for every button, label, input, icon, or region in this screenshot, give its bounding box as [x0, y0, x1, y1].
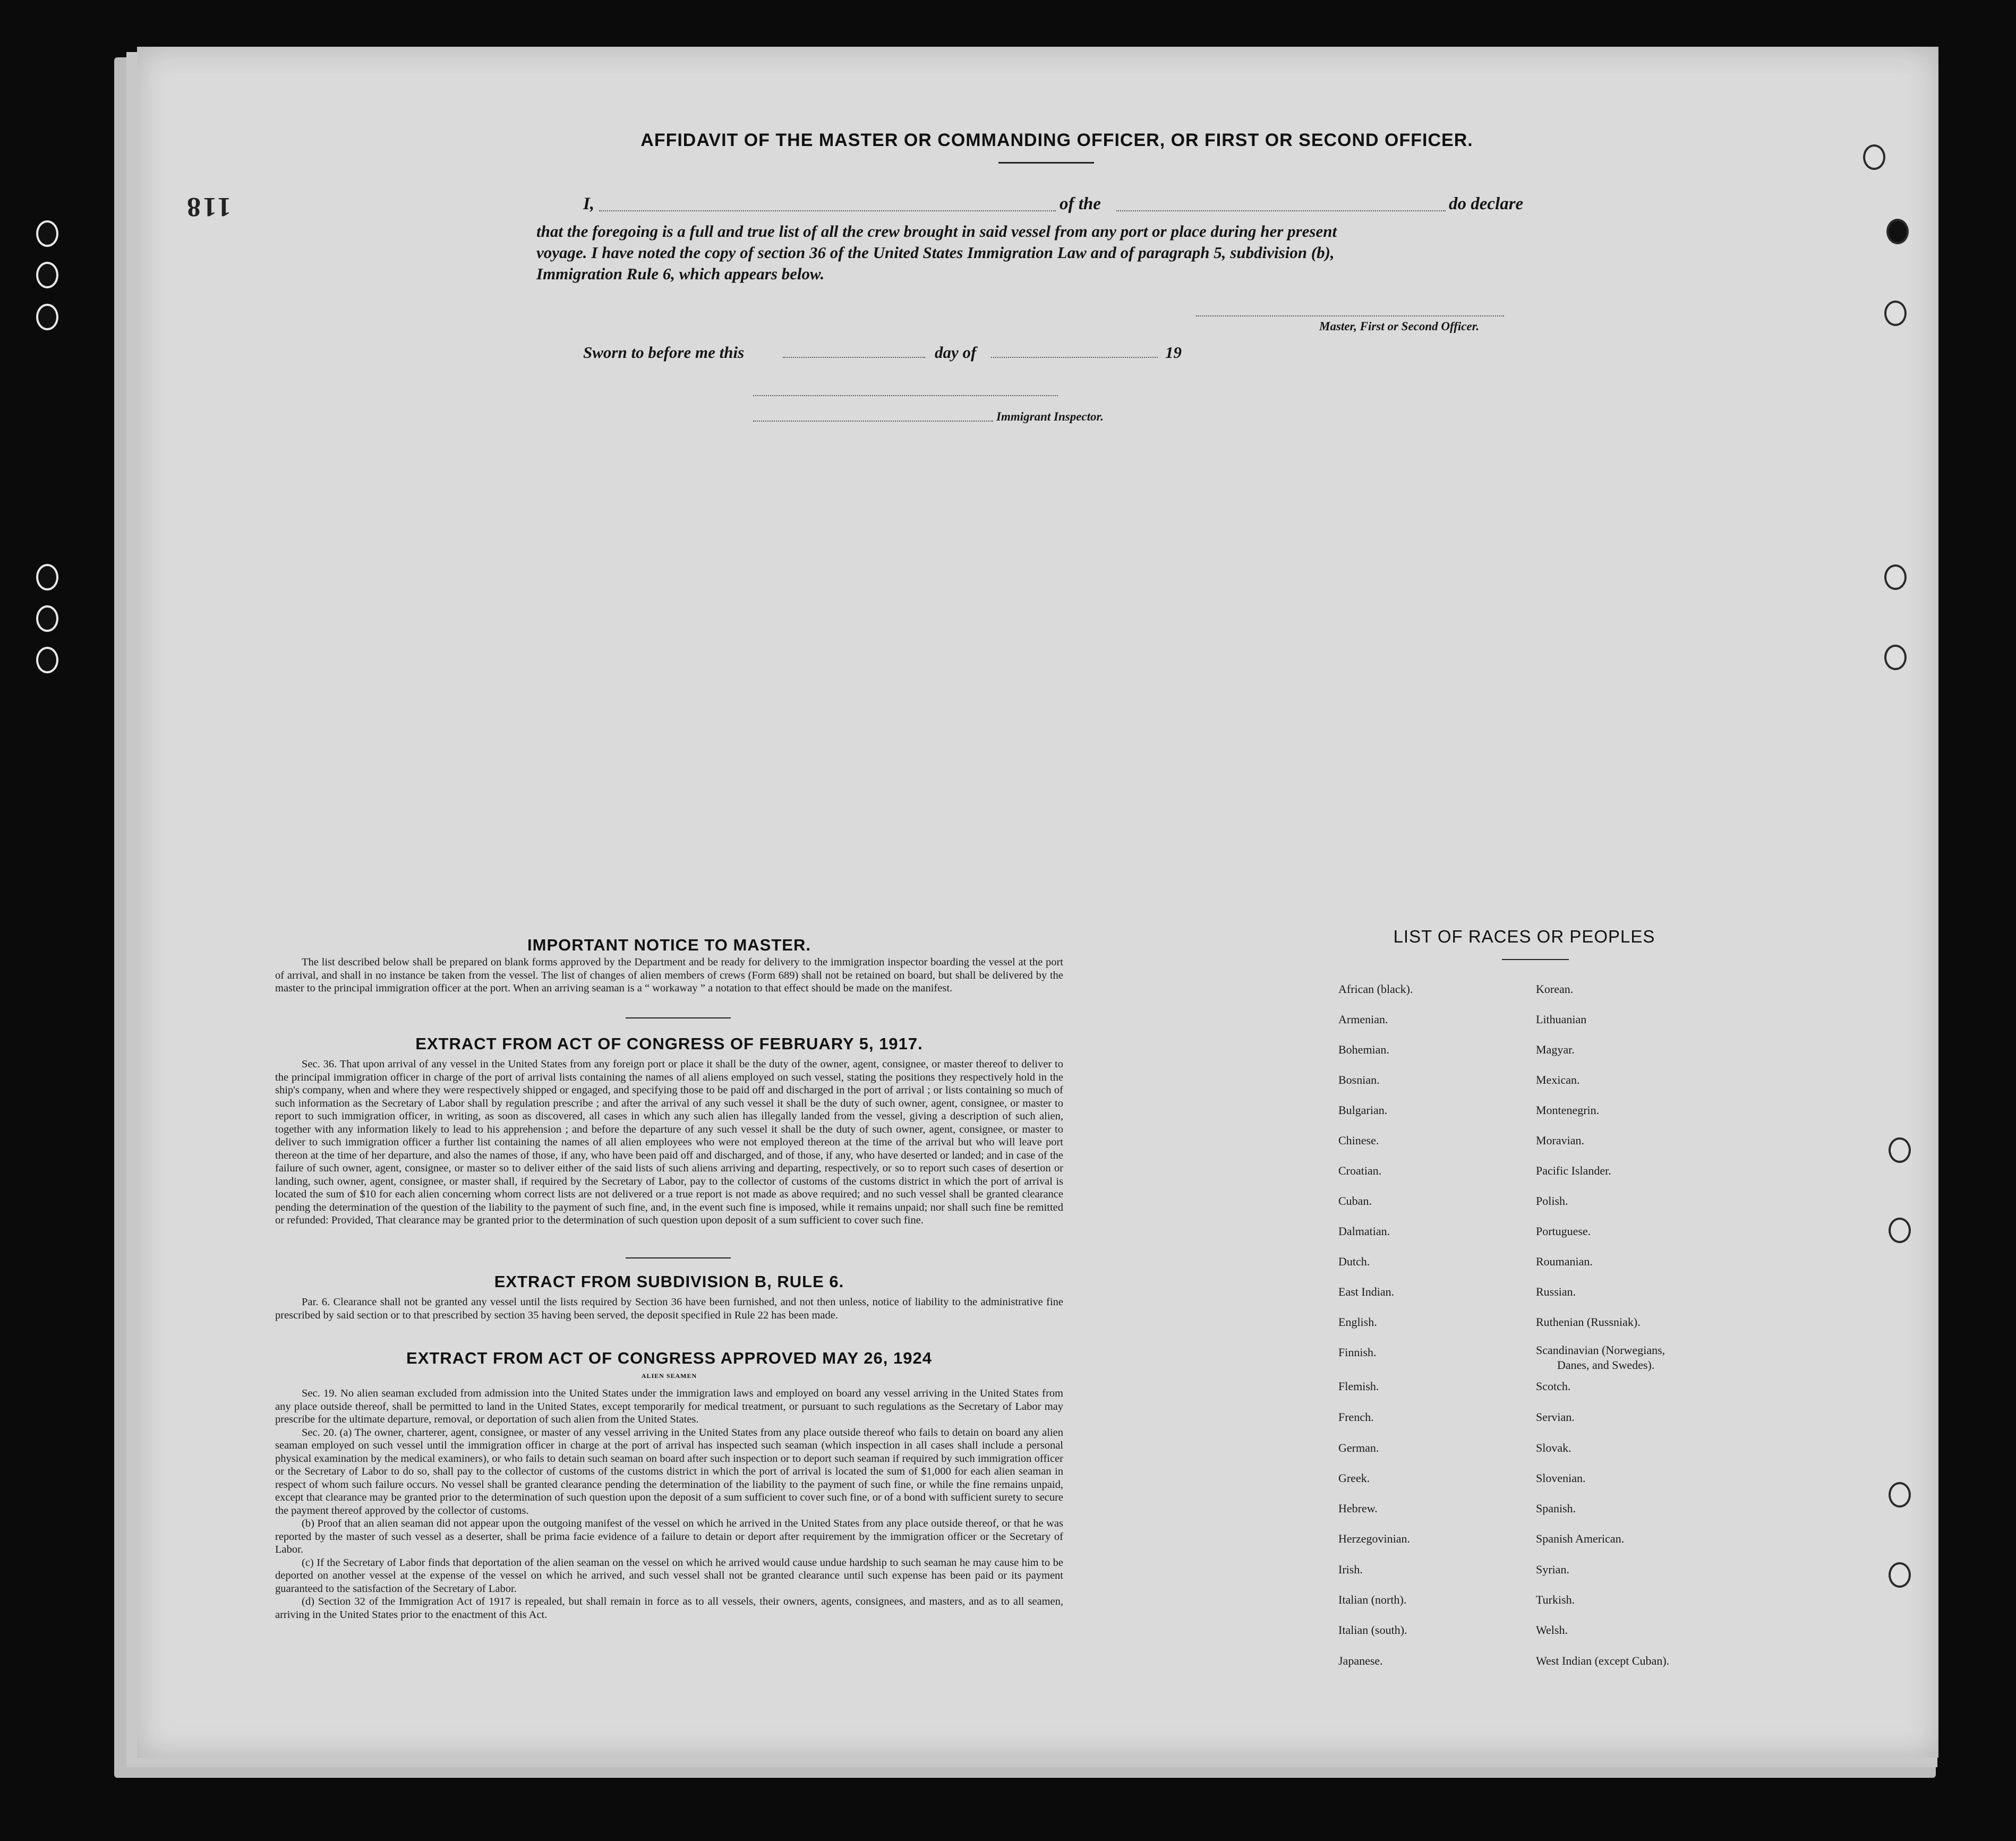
affidavit-line-3: voyage. I have noted the copy of section 36 of the United States Immigration Law and of paragraph 5, subdivision (b), — [536, 243, 1335, 262]
section-divider — [626, 1017, 731, 1018]
binder-hole-icon — [36, 304, 58, 330]
extract-1924-paragraph: Sec. 20. (a) The owner, charterer, agent, consignee, or master of any vessel arriving in the United States from any place outside thereof who fails to detain on board any alien seaman employed on such vessel until the immigration officer in charge at the port of arrival has inspected such seaman (which inspection in all cases shall include a personal physical examination by the medical examiners), or who fails to detain such seaman on board after such inspection or to deport such seaman if required by such immigration officer or the Secretary of Labor to do so, shall pay to the collector of customs of the customs district in which the port of arrival is located the sum of $1,000 for each alien seaman in respect of whom such failure occurs. No vessel shall be granted clearance pending the determination of the liability to the payment of such fine, or while the fine remains unpaid, except that clearance may be granted prior to the determination of such question upon the deposit of a sum sufficient to cover such fine, or of a bond with sufficient surety to secure the payment thereof approved by the collector of customs. — [275, 1426, 1063, 1517]
races-title: LIST OF RACES OR PEOPLES — [1393, 927, 1655, 946]
race-item: West Indian (except Cuban). — [1536, 1654, 1670, 1667]
sworn-label: Sworn to before me this — [583, 343, 745, 362]
race-item: Italian (south). — [1338, 1623, 1407, 1637]
race-item: Pacific Islander. — [1536, 1164, 1611, 1177]
affidavit-declare-label: do declare — [1449, 194, 1524, 213]
punch-hole-icon — [1863, 144, 1885, 170]
affidavit-title: AFFIDAVIT OF THE MASTER OR COMMANDING OFFICER, OR FIRST OR SECOND OFFICER. — [640, 130, 1473, 150]
race-item: Slovenian. — [1536, 1471, 1586, 1485]
affidavit-i-label: I, — [583, 194, 595, 213]
extract-1924-text — [275, 1387, 1063, 1621]
race-item: Moravian. — [1536, 1134, 1585, 1147]
race-item: Mexican. — [1536, 1073, 1580, 1086]
extract-1924-paragraph: (c) If the Secretary of Labor finds that deportation of the alien seaman on the vessel on which he arrived would cause undue hardship to such seaman he may cause him to be deported on another vessel at the expense of the vessel on which he arrived, and such vessel shall not be granted clearance until such expense has been paid or its payment guaranteed to the satisfaction of the Secretary of Labor. — [275, 1556, 1063, 1595]
race-item: Montenegrin. — [1536, 1103, 1600, 1117]
race-item: Danes, and Swedes). — [1557, 1358, 1655, 1372]
race-item: Roumanian. — [1536, 1255, 1593, 1268]
affidavit-of-the-label: of the — [1060, 194, 1101, 213]
page-number: 118 — [185, 192, 232, 222]
punch-hole-icon — [1884, 301, 1907, 326]
race-item: Bosnian. — [1338, 1073, 1380, 1086]
section-divider — [626, 1257, 731, 1258]
race-item: Syrian. — [1536, 1563, 1569, 1576]
extract-1924-subtitle: ALIEN SEAMEN — [641, 1372, 697, 1380]
sworn-date-field — [783, 357, 925, 358]
extract-1917-title: EXTRACT FROM ACT OF CONGRESS OF FEBRUARY 5, 1917. — [415, 1034, 923, 1053]
extract-1924-title: EXTRACT FROM ACT OF CONGRESS APPROVED MAY 26, 1924 — [406, 1349, 932, 1367]
extract-1917-text: Sec. 36. That upon arrival of any vessel in the United States from any foreign port or place it shall be the duty of the owner, agent, consignee, or master thereof to deliver to the principal immigration officer in charge of the port of arrival lists containing the names of all aliens employed on such vessel, stating the positions they respectively hold in the ship's company, when and where they were respectively shipped or engaged, and specifying those to be paid off and discharged in the port of arrival ; or lists containing so much of such information as the Secretary of Labor shall by regulation prescribe ; and after the arrival of any such vessel it shall be the duty of such owner, agent, consignee, or master to report to such immigration officer, in writing, as soon as discovered, all cases in which any such alien has illegally landed from the vessel, giving a description of such alien, together with any information likely to lead to his apprehension ; and before the departure of any such vessel it shall be the duty of such owner, agent, consignee, or master to deliver to such immigration officer a further list containing the names of all alien employees who were not employed thereon at the time of the arrival but who will leave port thereon at the time of her departure, and also the names of those, if any, who have been paid off and discharged, and of those, if any, who have deserted or landed; and in case of the failure of such owner, agent, consignee, or master so to deliver either of the said lists of such aliens arriving and departing, respectively, or so to report such cases of desertion or landing, such owner, agent, consignee, or master shall, if required by the Secretary of Labor, pay to the collector of customs of the customs district in which the port of arrival is located the sum of $10 for each alien concerning whom correct lists are not delivered or a true report is not made as above required; and no such vessel shall be granted clearance pending the determination of the question of the liability to the payment of such fine, and, in the event such fine is imposed, while it remains unpaid; nor shall such fine be remitted or refunded: Provided, That clearance may be granted prior to the determination of such question upon deposit of a sum sufficient to cover such fine. — [275, 1058, 1063, 1226]
race-item: African (black). — [1338, 982, 1413, 996]
extract-1924-paragraph: (b) Proof that an alien seaman did not appear upon the outgoing manifest of the vessel on which he arrived in the United States from any place outside thereof, or that he was reported by the master of such vessel as a deserter, shall be prima facie evidence of a failure to detain or deport after requirement by the immigration officer or the Secretary of Labor. — [275, 1518, 1063, 1555]
race-item: Ruthenian (Russniak). — [1536, 1315, 1641, 1329]
race-item: Servian. — [1536, 1410, 1575, 1424]
race-item: Flemish. — [1338, 1380, 1379, 1393]
race-item: Welsh. — [1536, 1623, 1568, 1637]
race-item: Bulgarian. — [1338, 1103, 1388, 1117]
binder-hole-icon — [36, 564, 58, 590]
race-item: Dutch. — [1338, 1255, 1370, 1268]
race-item: Slovak. — [1536, 1441, 1571, 1454]
affidavit-line-4: Immigration Rule 6, which appears below. — [536, 264, 825, 283]
race-item: Armenian. — [1338, 1013, 1388, 1026]
race-item: Croatian. — [1338, 1164, 1382, 1177]
inspector-signature-field-2 — [753, 421, 993, 422]
race-item: Russian. — [1536, 1285, 1576, 1298]
race-item: Bohemian. — [1338, 1043, 1389, 1056]
inspector-label: Immigrant Inspector. — [996, 410, 1104, 423]
extract-rule6-text: Par. 6. Clearance shall not be granted any vessel until the lists required by Section 36 have been furnished, and not then unless, notice of liability to the administrative fine prescribed by said section or to that prescribed by section 35 having been served, the deposit specified in Rule 22 has been made. — [275, 1296, 1063, 1321]
extract-1924-paragraph: (d) Section 32 of the Immigration Act of 1917 is repealed, but shall remain in force as to all vessels, their owners, agents, consignees, and masters, and as to all seamen, arriving in the United States prior to the enactment of this Act. — [275, 1596, 1063, 1621]
binder-hole-icon — [36, 647, 58, 673]
race-item: Herzegovinian. — [1338, 1532, 1410, 1545]
punch-hole-icon — [1889, 1562, 1911, 1588]
race-item: Hebrew. — [1338, 1502, 1378, 1515]
race-item: French. — [1338, 1410, 1374, 1424]
master-signature-label: Master, First or Second Officer. — [1319, 320, 1480, 333]
race-item: Scotch. — [1536, 1380, 1571, 1393]
master-signature-field — [1196, 315, 1504, 316]
punch-hole-icon — [1889, 1218, 1911, 1243]
race-item: Korean. — [1536, 982, 1574, 996]
race-item: German. — [1338, 1441, 1379, 1454]
race-item: Polish. — [1536, 1194, 1568, 1208]
year-label: 19 — [1165, 343, 1182, 362]
race-item: English. — [1338, 1315, 1377, 1329]
races-divider — [1502, 959, 1569, 960]
inspector-signature-field — [753, 395, 1058, 396]
punch-hole-icon — [1889, 1137, 1911, 1163]
sworn-month-field — [991, 357, 1158, 358]
punch-hole-icon — [1884, 645, 1907, 670]
punch-hole-icon — [1884, 564, 1907, 590]
race-item: Scandinavian (Norwegians, — [1536, 1343, 1665, 1357]
race-item: Finnish. — [1338, 1346, 1377, 1359]
race-item: Chinese. — [1338, 1134, 1379, 1147]
punch-hole-icon — [1889, 1482, 1911, 1508]
race-item: Magyar. — [1536, 1043, 1575, 1056]
race-item: Lithuanian — [1536, 1013, 1587, 1026]
race-item: Italian (north). — [1338, 1593, 1407, 1606]
race-item: Dalmatian. — [1338, 1225, 1390, 1238]
extract-1924-paragraph: Sec. 19. No alien seaman excluded from admission into the United States under the immigration laws and employed on board any vessel arriving in the United States from any place outside thereof, shall be permitted to land in the United States, except temporarily for medical treatment, or pursuant to such regulations as the Secretary of Labor may prescribe for the ultimate departure, removal, or deportation of such alien from the United States. — [275, 1388, 1063, 1425]
officer-name-field — [599, 210, 1056, 211]
binder-hole-icon — [36, 605, 58, 632]
race-item: Spanish American. — [1536, 1532, 1625, 1545]
vessel-name-field — [1116, 210, 1446, 211]
notice-text: The list described below shall be prepared on blank forms approved by the Department and be ready for delivery to the immigration inspector boarding the vessel at the port of arrival, and shall in no instance be taken from the vessel. The list of changes of alien members of crews (Form 689) shall not be retained on board, but shall be delivered by the master to the principal immigration officer at the port. When an arriving seaman is a “ workaway ” a notation to that effect should be made on the manifest. — [275, 956, 1063, 994]
affidavit-line-2: that the foregoing is a full and true list of all the crew brought in said vessel from any port or place during her present — [536, 222, 1337, 241]
race-item: Portuguese. — [1536, 1225, 1591, 1238]
race-item: Japanese. — [1338, 1654, 1383, 1667]
race-item: Turkish. — [1536, 1593, 1575, 1606]
race-item: Greek. — [1338, 1471, 1370, 1485]
race-item: East Indian. — [1338, 1285, 1395, 1298]
race-item: Cuban. — [1338, 1194, 1372, 1208]
binder-hole-icon — [36, 220, 58, 247]
title-divider — [998, 162, 1094, 164]
binder-hole-icon — [36, 262, 58, 288]
extract-rule6-title: EXTRACT FROM SUBDIVISION B, RULE 6. — [494, 1272, 844, 1291]
race-item: Irish. — [1338, 1563, 1363, 1576]
race-item: Spanish. — [1536, 1502, 1576, 1515]
notice-title: IMPORTANT NOTICE TO MASTER. — [527, 936, 811, 954]
punch-hole-icon — [1886, 219, 1909, 244]
day-of-label: day of — [935, 343, 977, 362]
